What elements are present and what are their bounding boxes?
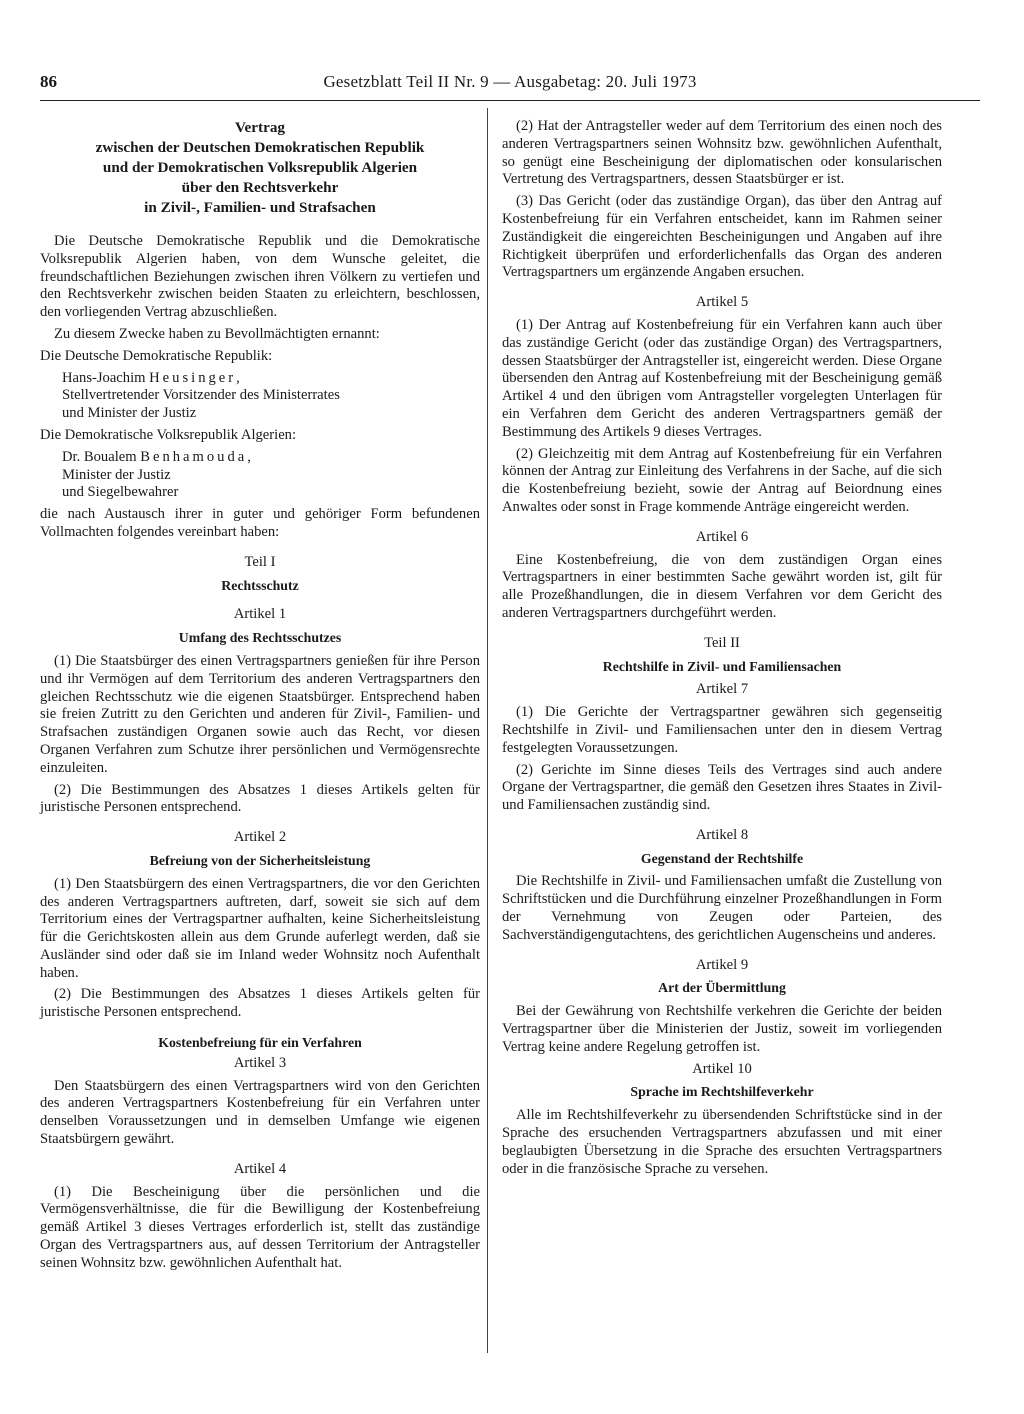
article-heading: Artikel 1: [233, 606, 287, 623]
paragraph: (1) Der Antrag auf Kostenbefreiung für ein Verfahren kann auch über das zuständige Gericht (oder das zuständige Organ) des Vertragspartners, dessen Staatsbürger der Antragsteller ist, eingereicht werden. Diese Organe übersenden den Antrag auf Kostenbefreiung mit der Bescheinigung gemäß Artikel 4 und den übrigen vom Antragsteller vorgelegten Unterlagen für ein Verfahren dem Gericht des anderen Vertragspartners gemäß der Bestimmung des Artikels 9 dieses Vertrages.: [502, 316, 942, 440]
paragraph: (1) Die Staatsbürger des einen Vertragspartners genießen für ihre Person und ihr Vermögen auf dem Territorium des anderen Vertragspartners den gleichen Rechtsschutz wie die eigenen Staatsbürger. Entsprechend haben sie freien Zutritt zu den Gerichten und anderen für Zivil-, Familien- und Strafsachen zuständigen Organen sowie auch das Recht, vor diesen Organen Verfahren zum Schutze ihrer persönlichen und Vermögensrechte einzuleiten.: [40, 652, 480, 776]
article-heading: Artikel 4: [233, 1160, 287, 1177]
article-heading: Artikel 2: [233, 829, 287, 846]
part-title: Rechtshilfe in Zivil- und Familiensachen: [602, 658, 842, 674]
paragraph: (3) Das Gericht (oder das zuständige Organ), das über den Antrag auf Kostenbefreiung für ein Verfahren entscheidet, kann im Rahmen seiner Zuständigkeit die eingereichten Bescheinigungen und Angaben auf ihre Richtigkeit überprüfen und erforderlichenfalls das Organ des anderen Vertragspartners um ergänzende Angaben ersuchen.: [502, 193, 942, 281]
paragraph: (1) Die Gerichte der Vertragspartner gewähren sich gegenseitig Rechtshilfe in Zivil- und Familiensachen unter den in diesem Vertrag festgelegten Voraussetzungen.: [502, 704, 942, 756]
article-heading: Artikel 7: [695, 681, 749, 698]
last-name: Benhamouda: [140, 448, 248, 465]
title-line: und der Demokratischen Volksrepublik Algerien: [102, 159, 418, 176]
person-role: und Siegelbewahrer: [62, 484, 179, 501]
first-name: Hans-Joachim: [62, 369, 150, 386]
treaty-title: [40, 118, 480, 218]
paragraph: (2) Die Bestimmungen des Absatzes 1 dieses Artikels gelten für juristische Personen entsprechend.: [40, 986, 480, 1021]
last-name: Heusinger: [149, 369, 237, 386]
article-heading: Artikel 10: [692, 1060, 752, 1077]
first-name: Dr. Boualem: [62, 448, 141, 465]
article-title: Art der Übermittlung: [658, 980, 786, 996]
title-line: über den Rechtsverkehr: [181, 179, 339, 196]
left-column: [40, 118, 480, 1277]
preamble: Die Deutsche Demokratische Republik und die Demokratische Volksrepublik Algerien haben, von dem Wunsche geleitet, die freundschaftlichen Beziehungen zwischen ihren Völkern zu vertiefen und den Rechtsverkehr zwischen beiden Staaten zu erleichtern, beschlossen, den vorliegenden Vertrag abzuschließen.: [40, 233, 480, 321]
paragraph: Alle im Rechtshilfeverkehr zu übersendenden Schriftstücke sind in der Sprache des ersuchenden Vertragspartners abzufassen und mit einer beglaubigten Übersetzung in die Sprache des ersuchten Vertragspartners oder in die französische Sprache zu versehen.: [502, 1107, 942, 1177]
agreement-intro: die nach Austausch ihrer in guter und gehöriger Form befundenen Vollmachten folgendes vereinbart haben:: [40, 506, 480, 540]
paragraph: (2) Gleichzeitig mit dem Antrag auf Kostenbefreiung für ein Verfahren können der Antrag zur Einleitung des Verfahrens in der Sache, auf die sich die Kostenbefreiung bezieht, sowie der Antrag auf Beiordnung eines Anwaltes oder sonst in Frage kommende Anträge eingereicht werden.: [502, 445, 942, 515]
person-role: und Minister der Justiz: [62, 405, 197, 422]
article-title: Befreiung von der Sicherheitsleistung: [149, 852, 371, 868]
person-role: Stellvertretender Vorsitzender des Ministerrates: [62, 387, 340, 404]
paragraph: (2) Die Bestimmungen des Absatzes 1 dieses Artikels gelten für juristische Personen entsprechend.: [40, 781, 480, 816]
paragraph: (2) Gerichte im Sinne dieses Teils des Vertrages sind auch andere Organe der Vertragspartner, die gemäß den Gesetzen ihres Staates in Zivil- und Familiensachen zuständig sind.: [502, 761, 942, 814]
paragraph: (2) Hat der Antragsteller weder auf dem Territorium des einen noch des anderen Vertragspartners seinen Wohnsitz bzw. gewöhnlichen Aufenthalt, so genügt eine Bescheinigung der diplomatischen oder konsularischen Vertretung des Vertragspartners, dessen Staatsbürger er ist.: [502, 118, 942, 188]
paragraph: (1) Die Bescheinigung über die persönlichen und die Vermögensverhältnisse, die für die Bewilligung der Kostenbefreiung gemäß Artikel 3 dieses Vertrages erforderlich ist, stellt das zuständige Organ des Vertragspartners aus, auf dessen Territorium der Antragsteller seinen Wohnsitz bzw. gewöhnlichen Aufenthalt hat.: [40, 1183, 480, 1271]
page-header: [40, 72, 980, 101]
part-title: Rechtsschutz: [221, 577, 299, 593]
paragraph: Den Staatsbürgern des einen Vertragspartners wird von den Gerichten des anderen Vertragspartners Kostenbefreiung für ein Verfahren unter denselben Voraussetzungen und in demselben Umfange wie eigenen Staatsbürgern gewährt.: [40, 1077, 480, 1148]
person-name: [62, 449, 480, 467]
paragraph: Bei der Gewährung von Rechtshilfe verkehren die Gerichte der beiden Vertragspartner über die Ministerien der Justiz, soweit im vorliegenden Vertrag keine andere Regelung getroffen ist.: [502, 1003, 942, 1055]
gdr-plenipotentiary: [62, 370, 480, 423]
paragraph: Eine Kostenbefreiung, die von dem zuständigen Organ eines Vertragspartners in einer bestimmten Sache gewährt worden ist, gilt für alle Prozeßhandlungen, die in diesem Verfahren vor dem Gericht des anderen Vertragspartners durchgeführt werden.: [502, 551, 942, 621]
algeria-label: Die Demokratische Volksrepublik Algerien:: [40, 426, 297, 443]
paragraph: Die Rechtshilfe in Zivil- und Familiensachen umfaßt die Zustellung von Schriftstücken und die Durchführung einzelner Prozeßhandlungen in Form der Vernehmung von Zeugen oder Parteien, des Sachverständigengutachtens, des gerichtlichen Augenscheins und anderes.: [502, 873, 942, 943]
title-line: zwischen der Deutschen Demokratischen Republik: [95, 139, 425, 156]
article-heading: Artikel 8: [695, 826, 749, 843]
title-line: Vertrag: [234, 119, 286, 136]
article-heading: Artikel 5: [695, 294, 749, 311]
right-column: [502, 118, 942, 1182]
section-title: Kostenbefreiung für ein Verfahren: [158, 1035, 362, 1051]
plenipotentiaries-intro: Zu diesem Zwecke haben zu Bevollmächtigten ernannt:: [54, 325, 380, 342]
article-heading: Artikel 3: [233, 1054, 287, 1071]
paragraph: (1) Den Staatsbürgern des einen Vertragspartners, die vor den Gerichten des anderen Vertragspartners auftreten, darf, soweit sie sich auf dem Territorium eines der Vertragspartner aufhalten, keine Sicherheitsleistung für die Gerichtskosten allein aus dem Grunde auferlegt werden, daß sie Ausländer sind oder daß sie im Inland weder Wohnsitz noch Aufenthalt haben.: [40, 875, 480, 981]
article-heading: Artikel 6: [695, 528, 749, 545]
person-name: [62, 370, 480, 388]
running-head: Gesetzblatt Teil II Nr. 9 — Ausgabetag: 20. Juli 1973: [323, 72, 697, 91]
algeria-plenipotentiary: [62, 449, 480, 502]
name-comma: ,: [247, 448, 251, 465]
title-line: in Zivil-, Familien- und Strafsachen: [144, 199, 376, 216]
part-heading: Teil II: [704, 634, 740, 651]
gdr-label: Die Deutsche Demokratische Republik:: [40, 347, 273, 364]
column-divider: [487, 108, 488, 1353]
article-title: Gegenstand der Rechtshilfe: [640, 850, 804, 866]
article-title: Sprache im Rechtshilfeverkehr: [630, 1084, 814, 1100]
person-role: Minister der Justiz: [62, 466, 171, 483]
article-title: Umfang des Rechtsschutzes: [178, 630, 342, 646]
article-heading: Artikel 9: [695, 956, 749, 973]
name-comma: ,: [236, 369, 240, 386]
part-heading: Teil I: [244, 553, 276, 570]
page-number: 86: [40, 72, 57, 91]
